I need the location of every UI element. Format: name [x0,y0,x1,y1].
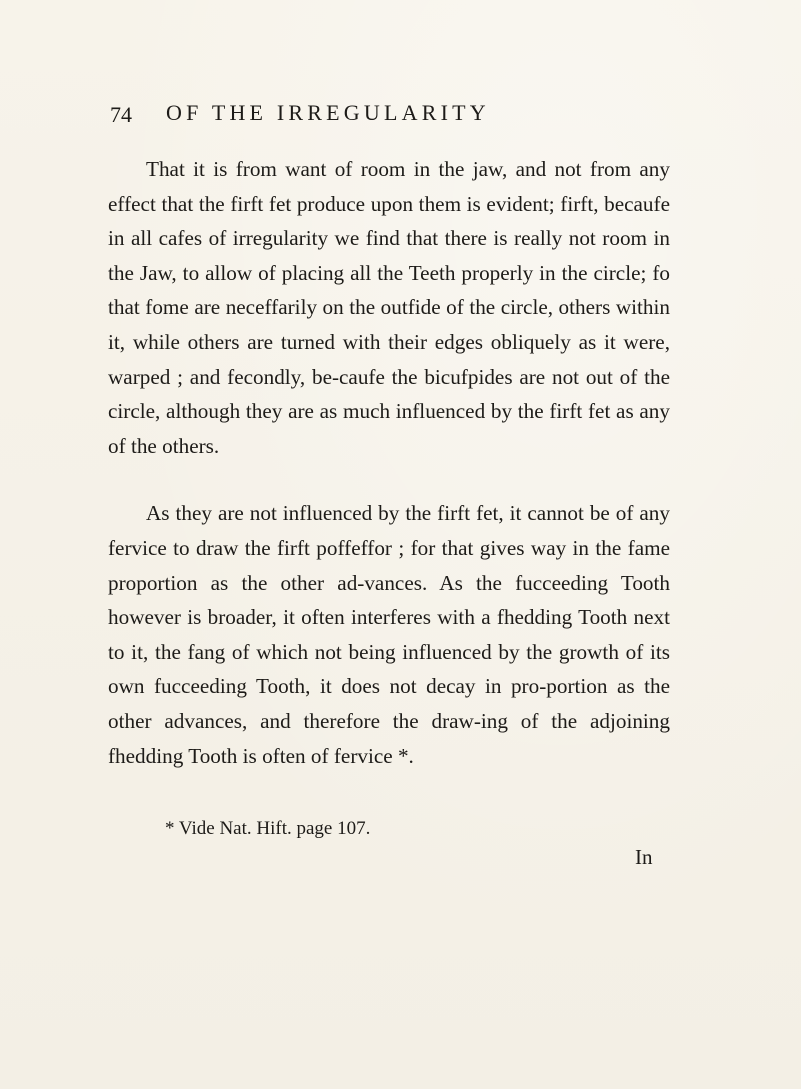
page-header [110,100,730,140]
paragraph: As they are not influenced by the firft fet, it cannot be of any fervice to draw the firft poffeffor ; for that gives way in the fame proportion as the other ad-vances. As the fucceeding Tooth however is broader, it often interferes with a fhedding Tooth next to it, the fang of which not being influenced by the growth of its own fucceeding Tooth, it does not decay in pro-portion as the other advances, and therefore the draw-ing of the adjoining fhedding Tooth is often of fervice *. [108,501,670,768]
footnote: * Vide Nat. Hift. page 107. [165,818,371,839]
page-number: 74 [110,102,132,127]
running-head: OF THE IRREGULARITY [166,100,490,125]
paragraph: That it is from want of room in the jaw, and not from any effect that the firft fet produce upon them is evident; firft, becaufe in all cafes of irregularity we find that there is really not room in the Jaw, to allow of placing all the Teeth properly in the circle; fo that fome are neceffarily on the outfide of the circle, others within it, while others are turned with their edges obliquely as it were, warped ; and fecondly, be-caufe the bicufpides are not out of the circle, although they are as much influenced by the firft fet as any of the others. [108,157,670,458]
body-text [108,152,670,773]
catchword: In [635,845,653,869]
